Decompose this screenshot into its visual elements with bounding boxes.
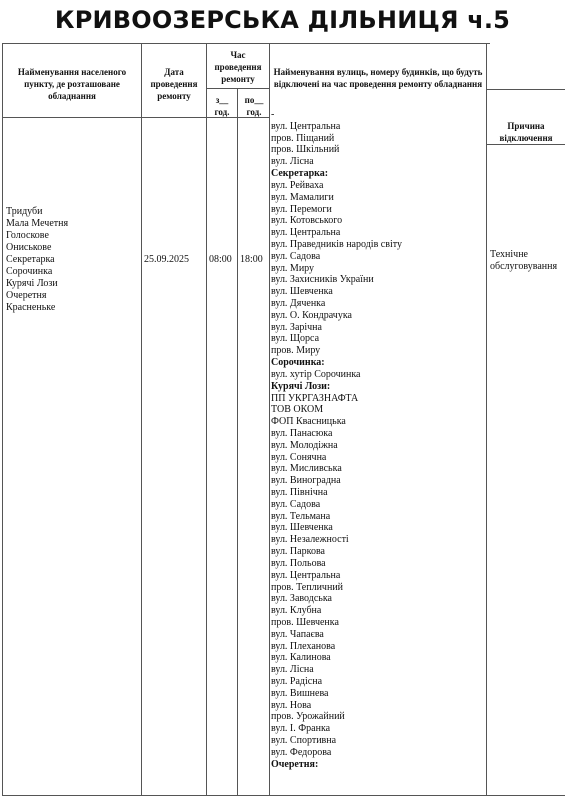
village-heading: Секретарка: [271, 168, 329, 180]
street-item: вул. Нова [271, 699, 312, 711]
header-streets: Найменування вулиць, номеру будинків, що будуть відключені на час проведення ремонту обладнання [273, 67, 483, 89]
table-bottom-border [2, 795, 565, 796]
street-item: вул. Перемоги [271, 203, 332, 215]
settlement-item: Тридуби [6, 206, 43, 217]
street-item: вул. Калинова [271, 652, 331, 664]
header-reason: Причина відключення [499, 121, 553, 143]
header-from: з__ год. [214, 95, 230, 117]
table-top-border [2, 43, 490, 44]
street-item: пров. Урожайний [271, 711, 345, 723]
street-item: вул. Захисників України [271, 274, 374, 286]
street-item: пров. Шкільний [271, 144, 340, 156]
street-item: пров. Шевченка [271, 616, 339, 628]
settlement-item: Секретарка [6, 254, 55, 265]
street-item: вул. Миру [271, 262, 315, 274]
street-item: вул. Центральна [271, 227, 341, 239]
street-item: вул. Плеханова [271, 640, 336, 652]
col-border-3 [237, 89, 238, 795]
street-item: вул. Шевченка [271, 522, 333, 534]
street-item: вул. Мамалиги [271, 191, 334, 203]
settlement-item: Курячі Лози [6, 278, 58, 289]
col-border-0 [2, 43, 3, 795]
street-item: пров. Піщаний [271, 132, 335, 144]
col-border-2 [206, 43, 207, 795]
street-item: ФОП Квасницька [271, 416, 346, 428]
street-item: вул. Спортивна [271, 735, 337, 747]
street-item: ПП УКРГАЗНАФТА [271, 392, 359, 404]
street-item: вул. Радісна [271, 676, 323, 687]
street-item: вул. Польова [271, 557, 326, 569]
village-heading: Сорочинка: [271, 357, 325, 369]
street-item: вул. Молодіжна [271, 439, 338, 451]
settlement-list [6, 206, 68, 314]
header-date: Дата проведення ремонту [150, 67, 198, 101]
time-from: 08:00 [209, 254, 232, 265]
street-item: вул. Садова [271, 498, 321, 510]
street-item: вул. Виноградна [271, 475, 341, 487]
settlement-item: Мала Мечетня [6, 218, 69, 229]
settlement-item: Голоскове [6, 230, 49, 241]
street-item: - [271, 109, 275, 120]
street-item: пров. Миру [271, 345, 321, 357]
street-item: вул. Незалежності [271, 534, 349, 546]
street-item: вул. Праведників народів світу [271, 238, 402, 250]
street-item: вул. Північна [271, 487, 328, 498]
street-item: вул. Центральна [271, 569, 341, 581]
street-item: вул. Рейваха [271, 179, 324, 191]
street-item: вул. Чапаєва [271, 628, 324, 640]
street-item: вул. Садова [271, 250, 321, 262]
header-settlement: Найменування населеного пункту, де розташоване обладнання [17, 67, 127, 101]
street-item: вул. Федорова [271, 746, 332, 758]
street-item: вул. Лісна [271, 664, 314, 676]
reason-header-bottom [486, 144, 565, 145]
village-heading: Курячі Лози: [271, 380, 331, 392]
street-item: вул. І. Франка [271, 723, 331, 735]
street-item: вул. Котовського [271, 215, 343, 227]
col-border-1 [141, 43, 142, 795]
col-border-4 [269, 43, 270, 795]
street-item: пров. Тепличний [271, 581, 344, 593]
time-to: 18:00 [240, 254, 263, 265]
header-time: Час проведення ремонту [214, 50, 262, 84]
street-item: вул. Дяченка [271, 298, 326, 309]
street-item: вул. Тельмана [271, 510, 331, 522]
street-item: вул. Вишнева [271, 687, 329, 699]
street-item: вул. Центральна [271, 120, 341, 132]
reason-header-top [486, 89, 565, 90]
col-border-5 [486, 43, 487, 795]
street-item: вул. Мисливська [271, 463, 342, 475]
street-item: вул. Сонячна [271, 451, 327, 463]
street-item: вул. О. Кондрачука [271, 309, 352, 321]
street-item: ТОВ ОКОМ [271, 404, 324, 416]
settlement-item: Ониськове [6, 242, 52, 253]
reason-line-2: обслуговування [490, 261, 558, 272]
street-item: вул. Клубна [271, 605, 322, 617]
time-subheader-line [206, 88, 270, 89]
street-item: вул. Лісна [271, 156, 314, 168]
reason-line-1: Технічне [490, 249, 528, 260]
settlement-item: Сорочинка [6, 266, 53, 277]
street-item: вул. Зарічна [271, 321, 322, 333]
header-to: по__ год. [244, 95, 264, 117]
street-item: вул. Панасюка [271, 427, 333, 439]
settlement-item: Красненьке [6, 302, 56, 313]
village-heading: Очеретня: [271, 758, 319, 770]
street-item: вул. Шевченка [271, 286, 333, 298]
street-item: вул. Щорса [271, 333, 320, 345]
street-list [271, 109, 486, 771]
settlement-item: Очеретня [6, 290, 47, 301]
repair-date: 25.09.2025 [144, 254, 189, 265]
street-item: вул. Паркова [271, 546, 325, 558]
street-item: вул. Заводська [271, 593, 332, 605]
page-title: КРИВООЗЕРСЬКА ДІЛЬНИЦЯ ч.5 [54, 6, 511, 34]
street-item: вул. хутір Сорочинка [271, 368, 361, 380]
